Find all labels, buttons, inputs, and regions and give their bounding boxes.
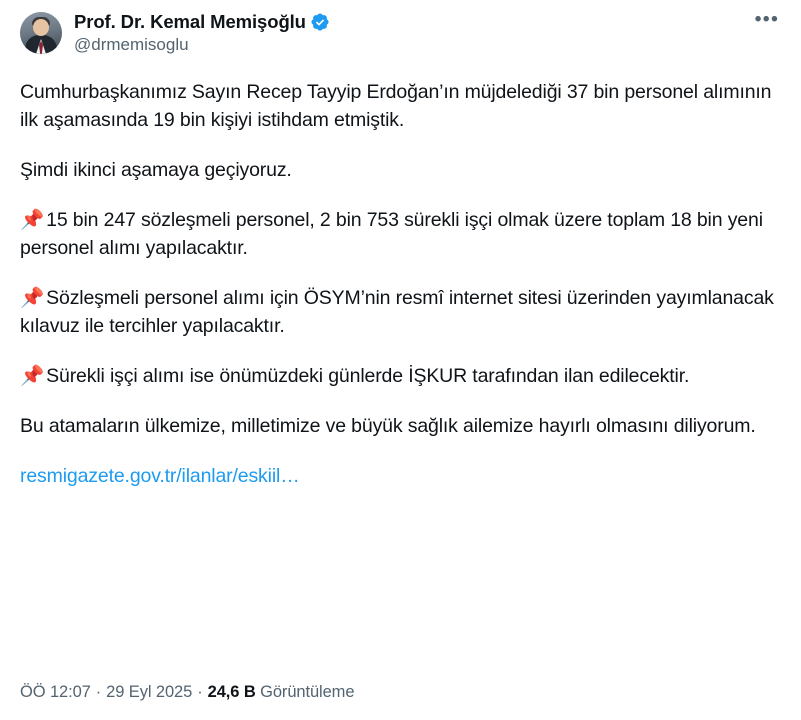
- author-handle[interactable]: @drmemisoglu: [74, 35, 189, 55]
- verified-badge-icon: [310, 12, 330, 32]
- pushpin-icon: 📌: [20, 209, 45, 231]
- author-display-name[interactable]: Prof. Dr. Kemal Memişoğlu: [74, 11, 306, 32]
- author-name-row: [74, 10, 330, 33]
- views-count: 24,6 B: [207, 683, 256, 701]
- pushpin-icon: 📌: [20, 287, 45, 309]
- tweet-time: ÖÖ 12:07: [20, 683, 91, 701]
- views-label: Görüntüleme: [260, 683, 355, 701]
- tweet-paragraph-text: Şimdi ikinci aşamaya geçiyoruz.: [20, 159, 292, 181]
- tweet-paragraph-text: 15 bin 247 sözleşmeli personel, 2 bin 753 sürekli işçi olmak üzere toplam 18 bin yeni personel alımı yapılacaktır.: [20, 209, 763, 259]
- meta-separator: ·: [95, 683, 102, 701]
- tweet-date: 29 Eyl 2025: [106, 683, 193, 701]
- external-link[interactable]: resmigazete.gov.tr/ilanlar/eskiil…: [20, 465, 300, 487]
- tweet-paragraph: [20, 362, 781, 390]
- avatar-face: [33, 19, 49, 36]
- tweet-paragraph: [20, 412, 781, 440]
- tweet-text: [20, 78, 781, 490]
- tweet-paragraph: [20, 78, 781, 134]
- pushpin-icon: 📌: [20, 365, 45, 387]
- tweet-header: [20, 10, 781, 64]
- more-options-icon[interactable]: •••: [754, 9, 780, 30]
- meta-separator: ·: [197, 683, 203, 701]
- tweet-meta: [20, 683, 354, 702]
- tweet-paragraph-text: Sözleşmeli personel alımı için ÖSYM’nin resmî internet sitesi üzerinden yayımlanacak kılavuz ile tercihler yapılacaktır.: [20, 287, 774, 337]
- tweet-paragraph-text: Cumhurbaşkanımız Sayın Recep Tayyip Erdoğan’ın müjdelediği 37 bin personel alımının ilk aşamasında 19 bin kişiyi istihdam etmiştik.: [20, 81, 772, 131]
- tweet-paragraph-text: Bu atamaların ülkemize, milletimize ve büyük sağlık ailemize hayırlı olmasını diliyorum.: [20, 415, 756, 437]
- tweet-paragraph: [20, 156, 781, 184]
- author-block: [74, 10, 330, 55]
- tweet-link-row: [20, 462, 781, 490]
- tweet-paragraph: [20, 284, 781, 340]
- tweet-paragraph: [20, 206, 781, 262]
- tweet-paragraph-text: Sürekli işçi alımı ise önümüzdeki günlerde İŞKUR tarafından ilan edilecektir.: [46, 365, 690, 387]
- avatar[interactable]: [20, 12, 62, 54]
